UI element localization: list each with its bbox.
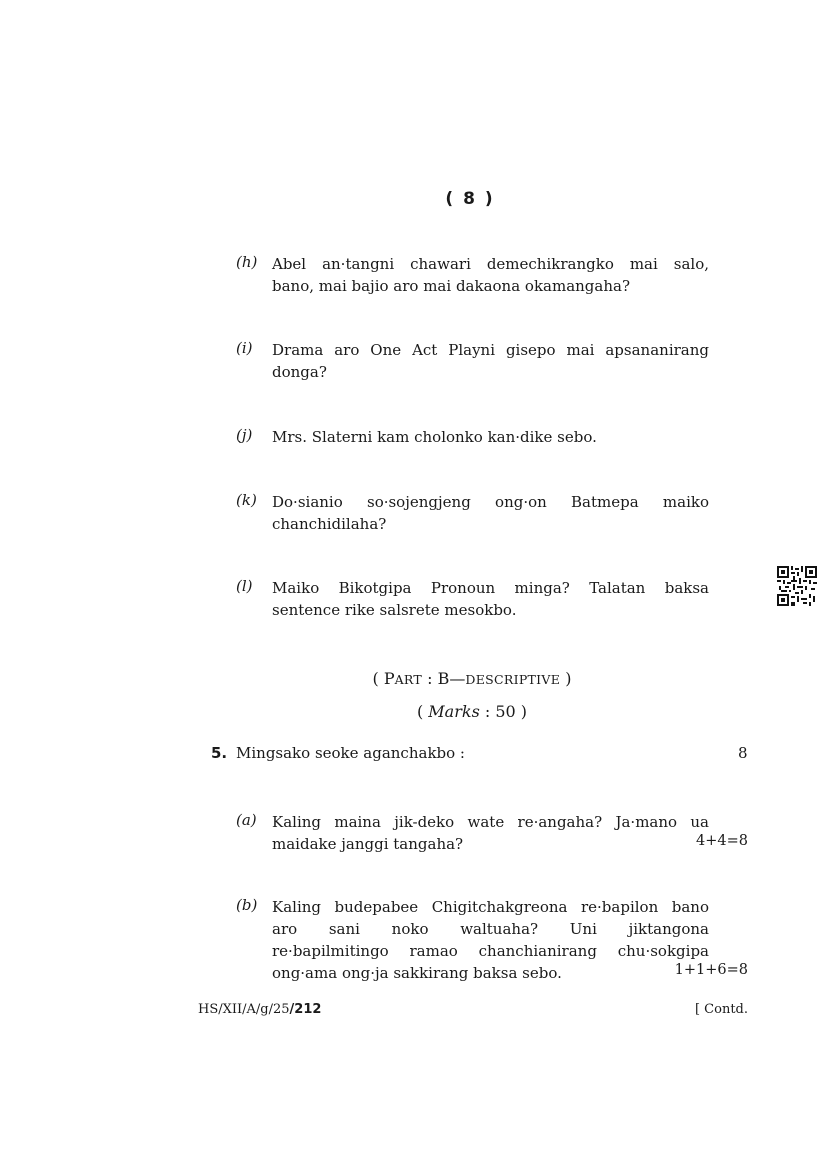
question-line: chanchidilaha? (272, 515, 387, 533)
footer-contd: [ Contd. (694, 1002, 748, 1017)
question-line: Kaling maina jik-deko wate re·angaha? Ja·mano ua (272, 813, 709, 831)
question-line: maidake janggi tangaha? (272, 835, 464, 853)
question-line: Abel an·tangni chawari demechikrangko mai salo, (272, 255, 709, 273)
question-line: donga? (272, 363, 327, 381)
question-line: ong·ama ong·ja sakkirang baksa sebo. (272, 964, 562, 982)
question-line: sentence rike salsrete mesokbo. (272, 601, 517, 619)
question-text-i (272, 339, 709, 383)
question-5b-marks: 1+1+6=8 (674, 962, 748, 978)
question-text-5b (272, 896, 709, 984)
question-line: Kaling budepabee Chigitchakgreona re·bapilon bano (272, 898, 709, 916)
marks-open: ( (416, 702, 429, 721)
part-b-open: ( P (372, 669, 395, 688)
question-line: re·bapilmitingo ramao chanchianirang chu·sokgipa (272, 942, 709, 960)
part-b-colon: : B— (422, 669, 466, 688)
question-line: Mrs. Slaterni kam cholonko kan·dike sebo. (272, 428, 597, 446)
question-label-h: (h) (236, 253, 258, 271)
question-text-5a (272, 811, 709, 855)
question-label-5a: (a) (236, 811, 257, 829)
question-label-l: (l) (236, 577, 253, 595)
question-5-text: Mingsako seoke aganchakbo : (236, 744, 465, 762)
marks-label: Marks (428, 702, 480, 721)
footer-code-prefix: HS/XII/A/g/25 (198, 1002, 290, 1017)
question-text-k (272, 491, 709, 535)
part-b-close: ) (560, 669, 572, 688)
question-line: Maiko Bikotgipa Pronoun minga? Talatan baksa (272, 579, 709, 597)
marks-value: : 50 ) (479, 702, 528, 721)
question-text-l (272, 577, 709, 621)
question-5-marks: 8 (738, 744, 748, 762)
question-5-number: 5. (211, 744, 228, 762)
part-b-art: ART (394, 672, 423, 687)
question-line: Do·sianio so·sojengjeng ong·on Batmepa maiko (272, 493, 709, 511)
footer-paper-code (198, 1002, 321, 1017)
question-label-j: (j) (236, 426, 253, 444)
question-line: aro sani noko waltuaha? Uni jiktangona (272, 920, 709, 938)
question-text-h (272, 253, 709, 297)
question-text-j (272, 426, 709, 448)
question-label-i: (i) (236, 339, 253, 357)
question-line: Drama aro One Act Playni gisepo mai apsananirang (272, 341, 709, 359)
part-b-marks (0, 702, 828, 721)
page-number: ( 8 ) (445, 189, 495, 209)
question-line: bano, mai bajio aro mai dakaona okamangaha? (272, 277, 631, 295)
question-5a-marks: 4+4=8 (696, 833, 748, 849)
question-label-k: (k) (236, 491, 257, 509)
footer-code-number: /212 (289, 1002, 322, 1017)
qr-code-icon (777, 566, 817, 606)
question-label-5b: (b) (236, 896, 258, 914)
part-b-heading (0, 669, 828, 688)
part-b-descriptive: DESCRIPTIVE (465, 672, 561, 687)
